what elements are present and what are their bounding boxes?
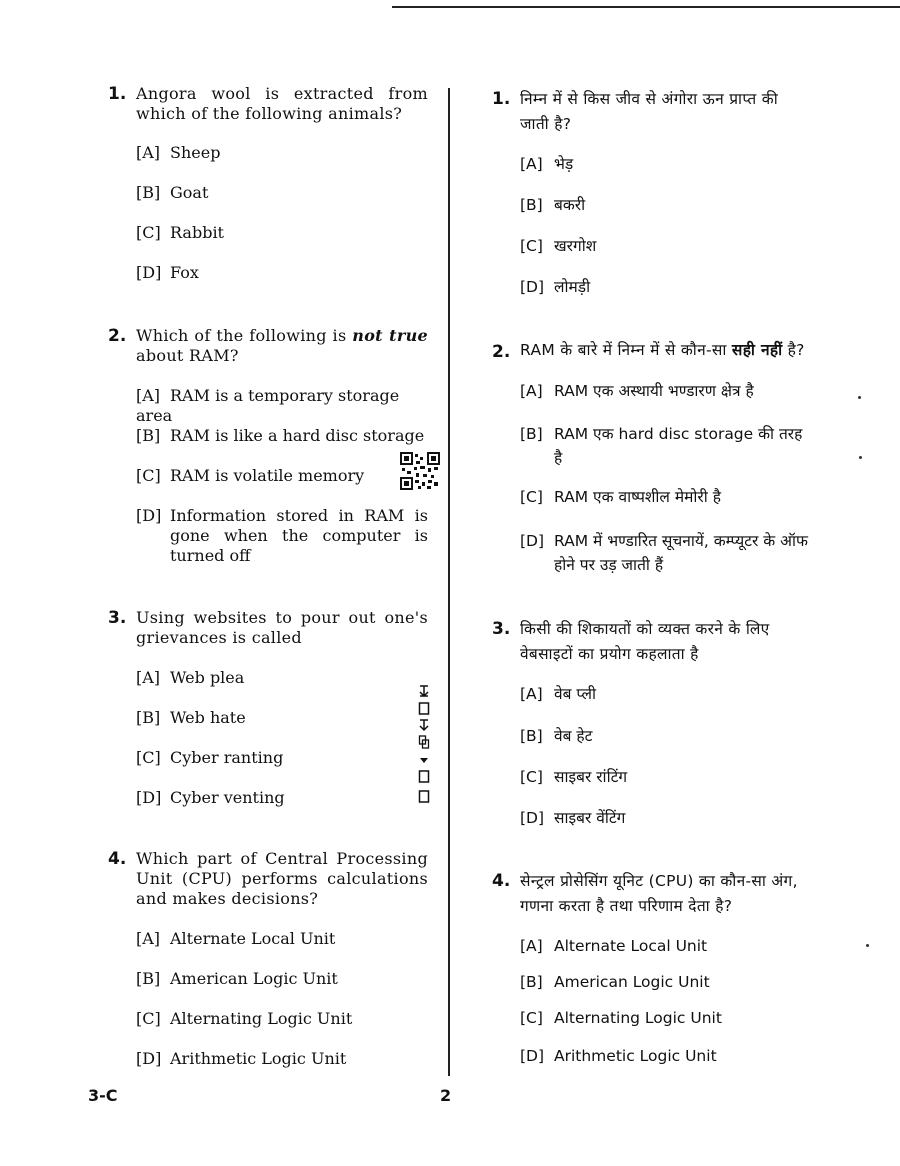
question-number: 1. — [492, 89, 511, 109]
option-key: [D] — [136, 1049, 162, 1068]
option-text: RAM एक hard disc storage की तरह है — [554, 425, 803, 467]
option-text: American Logic Unit — [170, 969, 338, 988]
question-4-en — [108, 849, 428, 1079]
option-key: [A] — [520, 685, 543, 703]
question-text: किसी की शिकायतों को व्यक्त करने के लिए वेबसाइटों का प्रयोग कहलाता है — [520, 620, 770, 663]
option-c — [136, 748, 283, 768]
option-d — [520, 808, 625, 828]
option-key: [B] — [136, 708, 161, 727]
option-text: Goat — [170, 183, 209, 202]
option-text: वेब प्ली — [554, 685, 596, 703]
option-c — [520, 236, 596, 256]
page-number: 2 — [440, 1086, 452, 1105]
top-rule — [392, 6, 900, 8]
option-b — [136, 183, 208, 203]
option-text: American Logic Unit — [554, 973, 710, 991]
option-key: [D] — [520, 532, 545, 550]
question-number: 2. — [108, 326, 127, 346]
option-text: साइबर रांटिंग — [554, 768, 628, 786]
question-2-en — [108, 326, 428, 576]
option-text: RAM एक अस्थायी भण्डारण क्षेत्र है — [554, 382, 754, 400]
question-text: Which part of Central Processing Unit (CPU) performs calculations and makes decisions? — [136, 849, 428, 908]
option-key: [C] — [520, 237, 543, 255]
option-text: बकरी — [554, 196, 586, 214]
option-key: [B] — [520, 196, 543, 214]
option-d — [136, 1049, 346, 1069]
option-key: [C] — [520, 1009, 543, 1027]
option-key: [C] — [520, 488, 543, 506]
option-text: Cyber venting — [170, 788, 285, 807]
option-a — [136, 386, 428, 426]
option-key: [D] — [136, 788, 162, 807]
option-d — [520, 1046, 717, 1066]
column-divider — [448, 88, 450, 1076]
option-c — [520, 767, 627, 787]
option-b — [520, 726, 592, 746]
option-key: [D] — [520, 1047, 545, 1065]
option-text: Alternating Logic Unit — [170, 1009, 353, 1028]
option-key: [A] — [136, 668, 161, 687]
option-key: [A] — [136, 929, 161, 948]
option-a — [136, 929, 335, 949]
option-key: [D] — [520, 809, 545, 827]
question-emphasis: not true — [352, 326, 428, 345]
option-key: [B] — [520, 425, 543, 443]
option-text: Arithmetic Logic Unit — [554, 1047, 717, 1065]
option-key: [C] — [136, 748, 161, 767]
question-number: 3. — [108, 608, 127, 628]
question-number: 1. — [108, 84, 127, 104]
option-text: वेब हेट — [554, 727, 593, 745]
option-key: [D] — [136, 506, 162, 525]
scan-speck — [858, 396, 861, 399]
option-text: Alternate Local Unit — [170, 929, 336, 948]
option-c — [136, 1009, 352, 1029]
option-b — [520, 422, 810, 470]
booklet-code: 3-C — [88, 1086, 118, 1105]
question-text-post: है? — [782, 341, 805, 359]
option-b — [136, 708, 246, 728]
question-text — [520, 340, 812, 360]
option-c — [136, 223, 224, 243]
question-number: 4. — [108, 849, 127, 869]
question-number: 4. — [492, 871, 511, 891]
option-key: [A] — [520, 937, 543, 955]
option-a — [136, 143, 220, 163]
option-text: Sheep — [170, 143, 221, 162]
option-d — [136, 506, 428, 566]
question-3-en — [108, 608, 428, 818]
option-key: [A] — [136, 386, 161, 405]
question-1-en — [108, 84, 428, 294]
option-c — [520, 1008, 722, 1028]
question-emphasis: सही नहीं — [731, 341, 783, 359]
option-key: [B] — [520, 973, 543, 991]
question-text-pre: RAM के बारे में निम्न में से कौन-सा — [520, 341, 732, 359]
option-key: [B] — [136, 183, 161, 202]
option-d — [520, 277, 590, 297]
question-2-hi — [492, 340, 812, 580]
option-text: भेड़ — [554, 155, 574, 173]
question-number: 2. — [492, 342, 511, 362]
option-text: Web plea — [170, 668, 245, 687]
option-c — [136, 466, 364, 486]
question-3-hi — [492, 617, 812, 832]
option-key: [B] — [520, 727, 543, 745]
option-key: [C] — [520, 768, 543, 786]
option-text: RAM में भण्डारित सूचनायें, कम्प्यूटर के ऑफ होने पर उड़ जाती हैं — [554, 532, 808, 574]
option-text: Alternating Logic Unit — [554, 1009, 722, 1027]
option-d — [520, 529, 810, 577]
option-d — [136, 788, 285, 808]
option-b — [136, 969, 338, 989]
option-text: Cyber ranting — [170, 748, 284, 767]
option-a — [136, 668, 244, 688]
option-c — [520, 487, 721, 507]
question-4-hi — [492, 869, 812, 1069]
option-text: RAM एक वाष्पशील मेमोरी है — [554, 488, 721, 506]
option-a — [520, 684, 596, 704]
question-text: Using websites to pour out one's grievances is called — [136, 608, 428, 647]
question-text-post: about RAM? — [136, 346, 239, 365]
question-text: Angora wool is extracted from which of the following animals? — [136, 84, 428, 123]
option-key: [C] — [136, 466, 161, 485]
option-key: [D] — [136, 263, 162, 282]
option-text: Information stored in RAM is gone when the computer is turned off — [170, 506, 428, 565]
option-key: [A] — [520, 382, 543, 400]
option-key: [A] — [520, 155, 543, 173]
qr-code-icon — [400, 452, 440, 490]
option-b — [520, 195, 585, 215]
option-text: Fox — [170, 263, 199, 282]
scan-speck — [859, 456, 862, 459]
question-text-pre: Which of the following is — [136, 326, 353, 345]
option-text: Arithmetic Logic Unit — [170, 1049, 347, 1068]
option-text: लोमड़ी — [554, 278, 591, 296]
option-d — [136, 263, 199, 283]
option-b — [520, 972, 710, 992]
option-text: RAM is like a hard disc storage — [170, 426, 425, 445]
margin-marks-icon — [417, 684, 431, 806]
option-key: [A] — [136, 143, 161, 162]
question-1-hi — [492, 87, 812, 307]
option-key: [B] — [136, 969, 161, 988]
question-text — [136, 326, 428, 366]
option-a — [520, 936, 707, 956]
option-b — [136, 426, 424, 446]
option-key: [B] — [136, 426, 161, 445]
option-key: [C] — [136, 223, 161, 242]
option-text: RAM is a temporary storage area — [136, 386, 400, 425]
option-key: [C] — [136, 1009, 161, 1028]
option-text: Alternate Local Unit — [554, 937, 708, 955]
scan-speck — [866, 944, 869, 947]
option-text: Rabbit — [170, 223, 224, 242]
option-text: खरगोश — [554, 237, 597, 255]
option-a — [520, 154, 573, 174]
option-key: [D] — [520, 278, 545, 296]
question-number: 3. — [492, 619, 511, 639]
option-text: RAM is volatile memory — [170, 466, 365, 485]
option-text: साइबर वेंटिंग — [554, 809, 626, 827]
question-text: सेन्ट्रल प्रोसेसिंग यूनिट (CPU) का कौन-सा अंग, गणना करता है तथा परिणाम देता है? — [520, 872, 798, 915]
option-a — [520, 381, 754, 401]
option-text: Web hate — [170, 708, 246, 727]
question-text: निम्न में से किस जीव से अंगोरा ऊन प्राप्त की जाती है? — [520, 90, 779, 133]
